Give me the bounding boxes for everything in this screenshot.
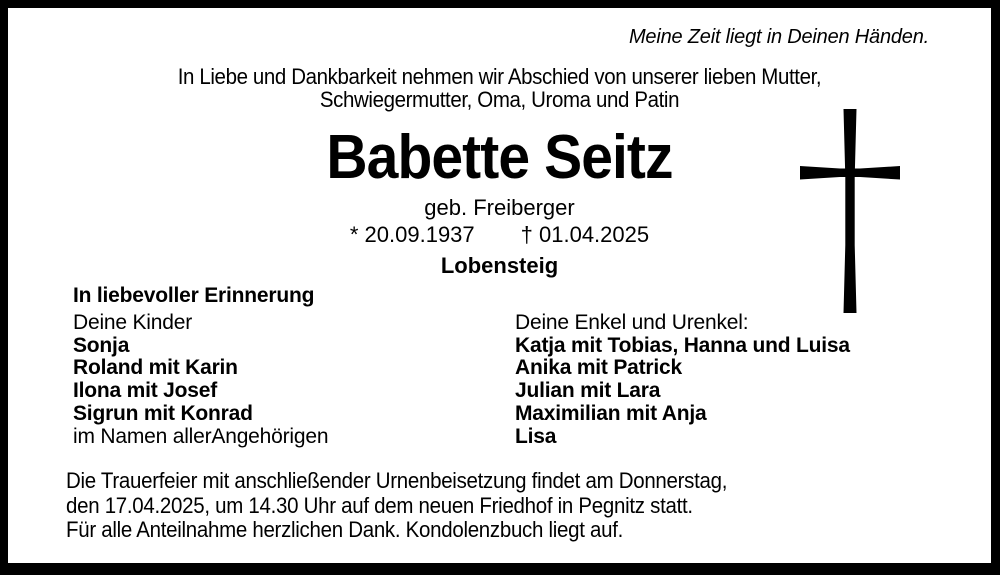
funeral-line-1: Die Trauerfeier mit anschließender Urnenbeisetzung findet am Donnerstag, bbox=[66, 468, 728, 493]
place-name: Lobensteig bbox=[440, 253, 559, 278]
mourners-left-column bbox=[73, 312, 328, 448]
mourners-right-column bbox=[515, 312, 850, 448]
death-date: † 01.04.2025 bbox=[520, 222, 650, 247]
mourner-name: Maximilian mit Anja bbox=[515, 401, 707, 425]
mourners-left-closing: im Namen allerAngehörigen bbox=[73, 424, 329, 448]
intro-line-1: In Liebe und Dankbarkeit nehmen wir Abschied von unserer lieben Mutter, bbox=[177, 64, 822, 89]
maiden-name: geb. Freiberger bbox=[424, 195, 575, 220]
mourner-name: Anika mit Patrick bbox=[515, 356, 682, 380]
mourner-name: Lisa bbox=[515, 424, 557, 448]
mourner-name: Sigrun mit Konrad bbox=[73, 401, 253, 425]
mourners-left-heading: Deine Kinder bbox=[73, 311, 193, 334]
cross-icon bbox=[795, 105, 905, 317]
mourner-name: Roland mit Karin bbox=[73, 356, 238, 380]
deceased-name: Babette Seitz bbox=[326, 123, 673, 192]
mourner-name: Julian mit Lara bbox=[515, 379, 661, 403]
funeral-line-3: Für alle Anteilnahme herzlichen Dank. Kondolenzbuch liegt auf. bbox=[66, 517, 624, 542]
mourner-name: Katja mit Tobias, Hanna und Luisa bbox=[515, 333, 850, 357]
mourners-right-heading: Deine Enkel und Urenkel: bbox=[515, 311, 749, 334]
mourner-name: Sonja bbox=[73, 333, 130, 357]
mourner-name: Ilona mit Josef bbox=[73, 379, 218, 403]
intro-line-2: Schwiegermutter, Oma, Uroma und Patin bbox=[319, 87, 680, 112]
funeral-line-2: den 17.04.2025, um 14.30 Uhr auf dem neuen Friedhof in Pegnitz statt. bbox=[66, 492, 693, 518]
motto-text: Meine Zeit liegt in Deinen Händen. bbox=[628, 26, 929, 48]
remembrance-heading: In liebevoller Erinnerung bbox=[73, 284, 315, 307]
birth-date: * 20.09.1937 bbox=[349, 222, 475, 247]
funeral-info bbox=[66, 469, 727, 543]
